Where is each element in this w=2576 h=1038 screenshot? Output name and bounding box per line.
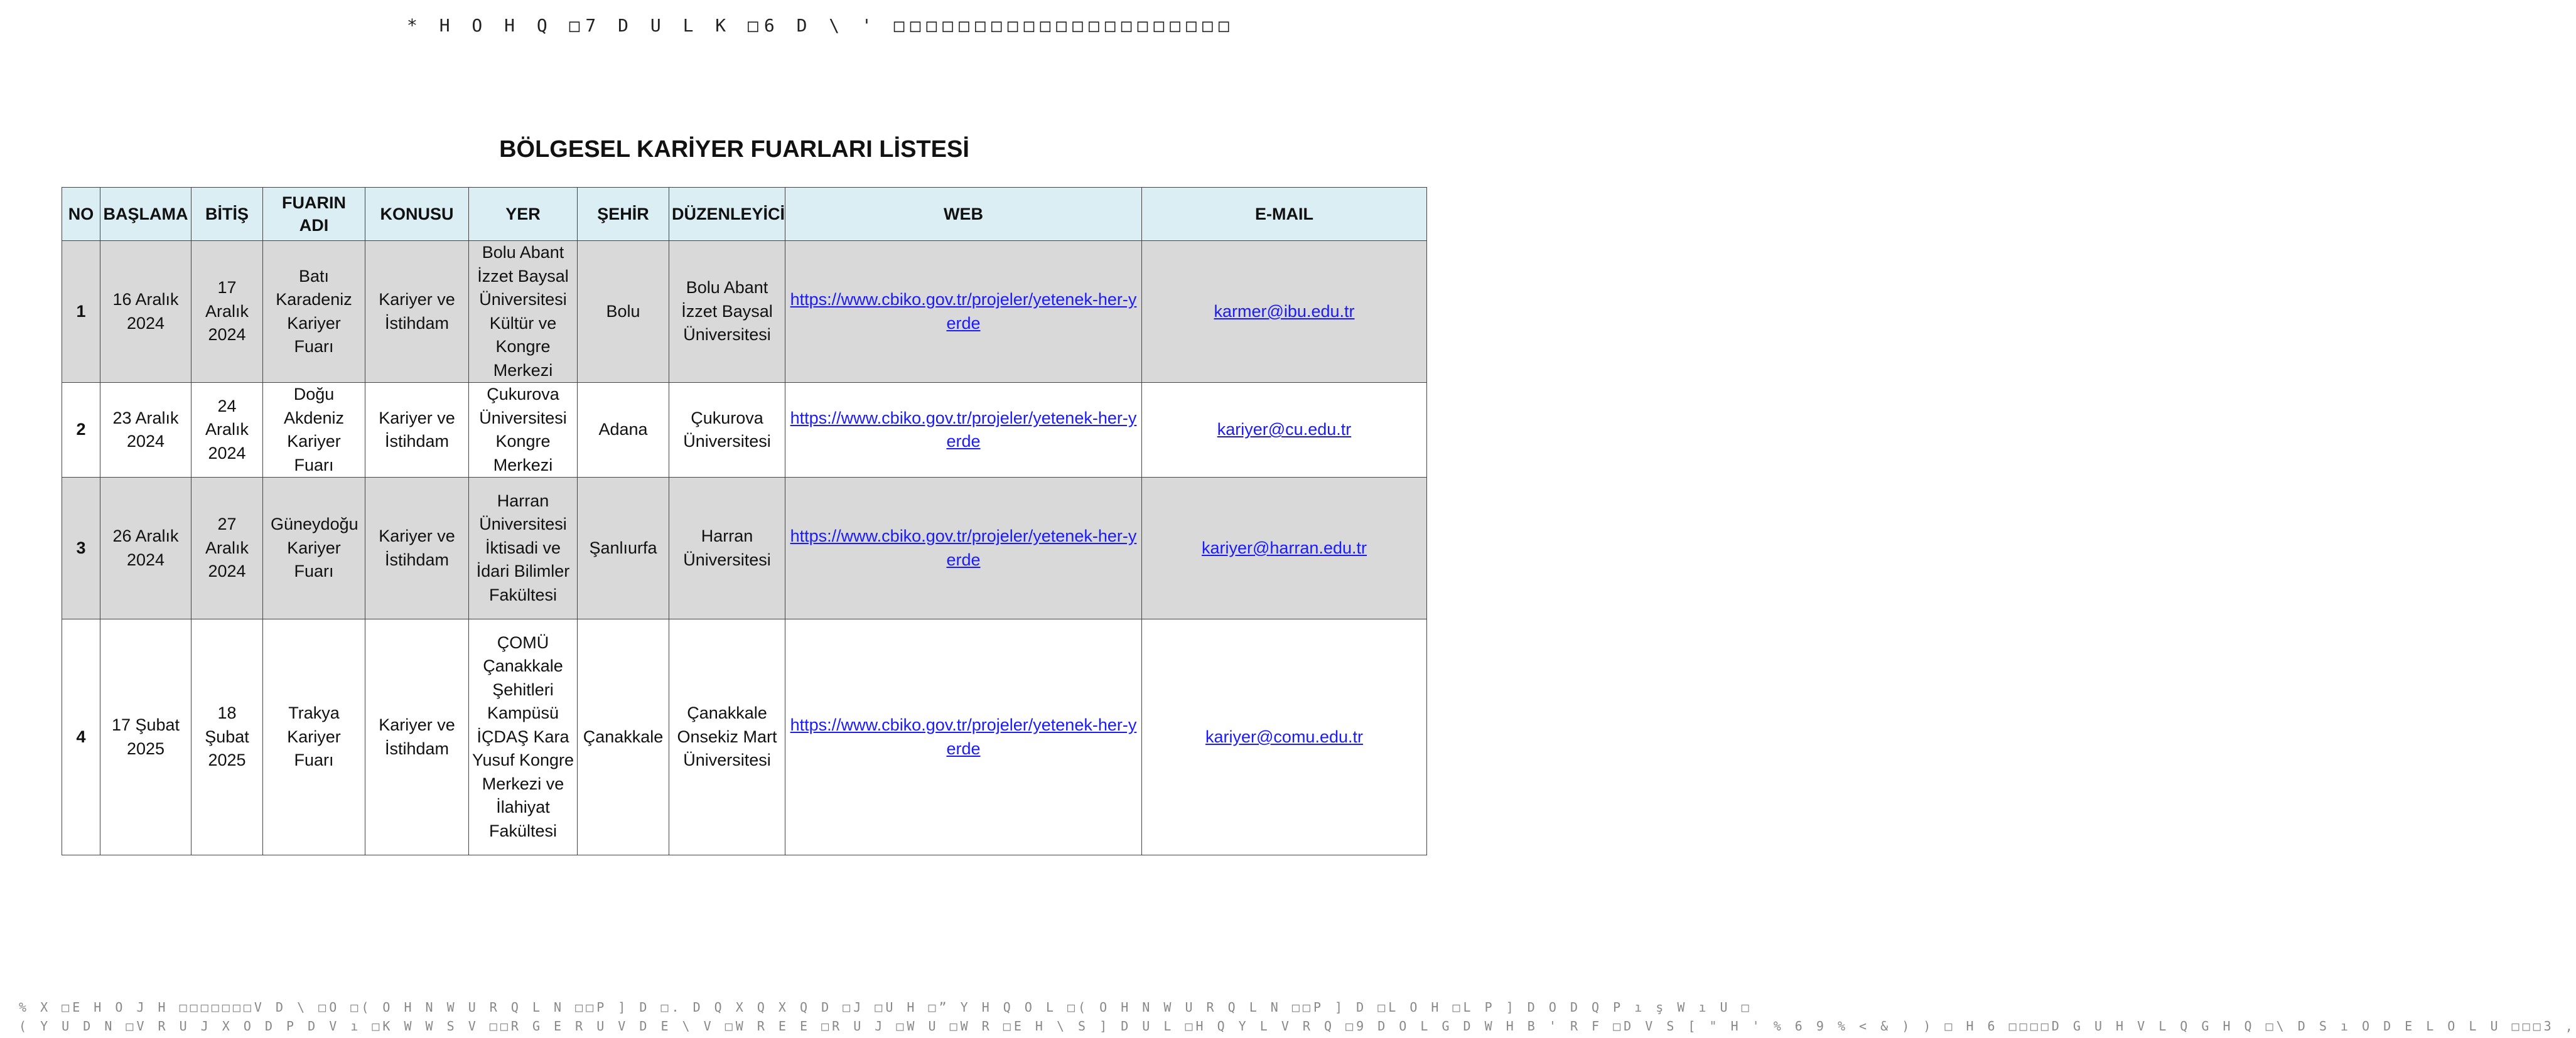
- column-header-no: NO: [62, 188, 100, 241]
- web-link[interactable]: https://www.cbiko.gov.tr/projeler/yetenek-her-yerde: [790, 715, 1137, 758]
- footer-line-2: ( Y U D N □V R U J X O D P D V ı □K W W S V □□R G E R U V D E \ V □W R E E □R U J □W U □W R □E H \ S ] D U L □H Q Y L V R Q □9 D O L G D W H B ' R F □D V S [ " H ' % 6 9 % < & ) ) □ H 6 □□□□D G U H V L Q G H Q □\ D S ı O D E L O L U □□□3 ,: [19, 1019, 2576, 1034]
- row-topic: Kariyer ve İstihdam: [365, 241, 469, 383]
- row-city: Çanakkale: [578, 619, 669, 855]
- row-web-link[interactable]: [785, 478, 1142, 619]
- row-city: Adana: [578, 383, 669, 478]
- footer-signature-note: [19, 998, 2576, 1035]
- column-header-topic: KONUSU: [365, 188, 469, 241]
- table-row: [62, 383, 1427, 478]
- row-organizer: Bolu Abant İzzet Baysal Üniversitesi: [669, 241, 785, 383]
- row-email-link[interactable]: [1142, 619, 1427, 855]
- row-topic: Kariyer ve İstihdam: [365, 383, 469, 478]
- email-link[interactable]: kariyer@comu.edu.tr: [1205, 727, 1363, 746]
- row-fair-name: Güneydoğu Kariyer Fuarı: [263, 478, 365, 619]
- row-web-link[interactable]: [785, 383, 1142, 478]
- row-email-link[interactable]: [1142, 478, 1427, 619]
- row-start-date: 16 Aralık 2024: [100, 241, 191, 383]
- email-link[interactable]: karmer@ibu.edu.tr: [1214, 301, 1355, 321]
- column-header-end: BİTİŞ: [191, 188, 263, 241]
- row-start-date: 26 Aralık 2024: [100, 478, 191, 619]
- row-city: Şanlıurfa: [578, 478, 669, 619]
- row-place: ÇOMÜ Çanakkale Şehitleri Kampüsü İÇDAŞ Kara Yusuf Kongre Merkezi ve İlahiyat Fakültesi: [469, 619, 578, 855]
- page-title: BÖLGESEL KARİYER FUARLARI LİSTESİ: [499, 136, 969, 163]
- row-web-link[interactable]: [785, 241, 1142, 383]
- row-topic: Kariyer ve İstihdam: [365, 619, 469, 855]
- row-place: Çukurova Üniversitesi Kongre Merkezi: [469, 383, 578, 478]
- column-header-organizer: DÜZENLEYİCİ: [669, 188, 785, 241]
- row-email-link[interactable]: [1142, 383, 1427, 478]
- row-fair-name: Doğu Akdeniz Kariyer Fuarı: [263, 383, 365, 478]
- email-link[interactable]: kariyer@harran.edu.tr: [1201, 538, 1367, 557]
- footer-line-1: % X □E H O J H □□□□□□□V D \ □O □( O H N W U R Q L N □□P ] D □. D Q X Q X Q D □J □U H □” Y H Q O L □( O H N W U R Q L N □□P ] D □L O H □L P ] D O D Q P ı ş W ı U □: [19, 1000, 1752, 1015]
- table-header-row: [62, 188, 1427, 241]
- column-header-place: YER: [469, 188, 578, 241]
- web-link[interactable]: https://www.cbiko.gov.tr/projeler/yetenek-her-yerde: [790, 527, 1137, 569]
- row-start-date: 17 Şubat 2025: [100, 619, 191, 855]
- table-row: [62, 619, 1427, 855]
- table-row: [62, 478, 1427, 619]
- row-no: 4: [62, 619, 100, 855]
- web-link[interactable]: https://www.cbiko.gov.tr/projeler/yetenek-her-yerde: [790, 290, 1137, 333]
- row-end-date: 24 Aralık 2024: [191, 383, 263, 478]
- row-end-date: 27 Aralık 2024: [191, 478, 263, 619]
- column-header-city: ŞEHİR: [578, 188, 669, 241]
- career-fairs-table: [62, 187, 1427, 855]
- column-header-email: E-MAIL: [1142, 188, 1427, 241]
- row-place: Harran Üniversitesi İktisadi ve İdari Bilimler Fakültesi: [469, 478, 578, 619]
- row-organizer: Harran Üniversitesi: [669, 478, 785, 619]
- table-row: [62, 241, 1427, 383]
- column-header-name: FUARIN ADI: [263, 188, 365, 241]
- row-no: 3: [62, 478, 100, 619]
- row-no: 1: [62, 241, 100, 383]
- row-fair-name: Trakya Kariyer Fuarı: [263, 619, 365, 855]
- row-topic: Kariyer ve İstihdam: [365, 478, 469, 619]
- row-start-date: 23 Aralık 2024: [100, 383, 191, 478]
- column-header-start: BAŞLAMA: [100, 188, 191, 241]
- header-stamp: * H O H Q □7 D U L K □6 D \ ' □□□□□□□□□□□□□□□□□□□□□: [407, 15, 1235, 36]
- row-organizer: Çukurova Üniversitesi: [669, 383, 785, 478]
- row-web-link[interactable]: [785, 619, 1142, 855]
- row-organizer: Çanakkale Onsekiz Mart Üniversitesi: [669, 619, 785, 855]
- row-fair-name: Batı Karadeniz Kariyer Fuarı: [263, 241, 365, 383]
- row-city: Bolu: [578, 241, 669, 383]
- row-end-date: 18 Şubat 2025: [191, 619, 263, 855]
- column-header-web: WEB: [785, 188, 1142, 241]
- row-email-link[interactable]: [1142, 241, 1427, 383]
- row-no: 2: [62, 383, 100, 478]
- email-link[interactable]: kariyer@cu.edu.tr: [1217, 420, 1352, 439]
- row-end-date: 17 Aralık 2024: [191, 241, 263, 383]
- row-place: Bolu Abant İzzet Baysal Üniversitesi Kültür ve Kongre Merkezi: [469, 241, 578, 383]
- web-link[interactable]: https://www.cbiko.gov.tr/projeler/yetenek-her-yerde: [790, 408, 1137, 451]
